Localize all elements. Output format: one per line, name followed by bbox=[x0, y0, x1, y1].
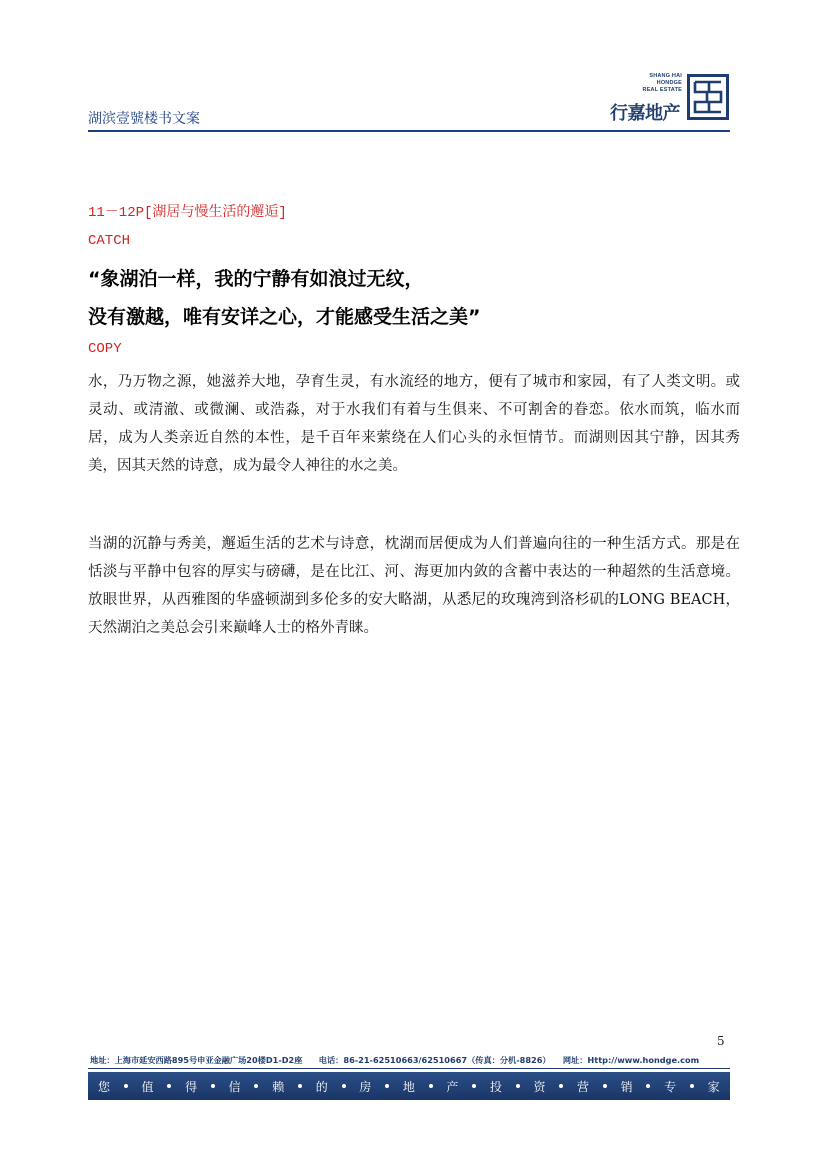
slogan-dot bbox=[690, 1084, 694, 1088]
company-logo-name: 行嘉地产 bbox=[610, 103, 680, 124]
slogan-dot bbox=[167, 1084, 171, 1088]
company-logo-text bbox=[610, 73, 682, 94]
page-number: 5 bbox=[717, 1034, 725, 1048]
slogan-dot bbox=[385, 1084, 389, 1088]
slogan-dot bbox=[559, 1084, 563, 1088]
slogan-dot bbox=[472, 1084, 476, 1088]
body-paragraph-1: 水，乃万物之源，她滋养大地，孕育生灵，有水流经的地方，便有了城市和家园，有了人类文明。或灵动、或清澈、或微澜、或浩淼，对于水我们有着与生俱来、不可割舍的眷恋。依水而筑，临水而居，成为人类亲近自然的本性，是千百年来萦绕在人们心头的永恒情节。而湖则因其宁静，因其秀美，因其天然的诗意，成为最令人神往的水之美。 bbox=[88, 374, 740, 474]
slogan-dot bbox=[516, 1084, 520, 1088]
logo-line-2: HONDGE bbox=[656, 80, 682, 86]
header-divider bbox=[88, 130, 730, 132]
slogan-dot bbox=[646, 1084, 650, 1088]
slogan-char: 地 bbox=[402, 1079, 415, 1094]
catch-line-2: 没有激越，唯有安详之心，才能感受生活之美” bbox=[88, 306, 481, 328]
slogan-dot bbox=[211, 1084, 215, 1088]
slogan-char: 销 bbox=[620, 1079, 633, 1094]
slogan-char: 得 bbox=[185, 1079, 198, 1094]
logo-line-1: SHANG HAI bbox=[649, 73, 682, 79]
slogan-dot bbox=[603, 1084, 607, 1088]
slogan-dot bbox=[254, 1084, 258, 1088]
slogan-char: 值 bbox=[141, 1079, 154, 1094]
slogan-char: 投 bbox=[489, 1079, 502, 1094]
slogan-dot bbox=[429, 1084, 433, 1088]
slogan-dot bbox=[342, 1084, 346, 1088]
catch-line-1: “象湖泊一样，我的宁静有如浪过无纹， bbox=[88, 268, 424, 290]
catch-label: CATCH bbox=[88, 233, 131, 249]
slogan-char: 资 bbox=[533, 1079, 546, 1094]
company-logo-icon bbox=[687, 74, 729, 120]
slogan-char: 赖 bbox=[272, 1079, 285, 1094]
slogan-char: 您 bbox=[98, 1079, 111, 1094]
slogan-char: 家 bbox=[707, 1079, 720, 1094]
slogan-char: 房 bbox=[359, 1079, 372, 1094]
footer-divider bbox=[88, 1068, 730, 1069]
slogan-char: 的 bbox=[315, 1079, 328, 1094]
header-title: 湖滨壹號楼书文案 bbox=[88, 111, 200, 127]
slogan-char: 信 bbox=[228, 1079, 241, 1094]
slogan-dot bbox=[298, 1084, 302, 1088]
footer-address: 地址：上海市延安西路895号申亚金融广场20楼D1-D2座 电话：86-21-62510663/62510667（传真：分机-8826） 网址：Http://www.hondge.com bbox=[90, 1055, 700, 1065]
copy-label: COPY bbox=[88, 341, 122, 357]
body-paragraph-2: 当湖的沉静与秀美，邂逅生活的艺术与诗意，枕湖而居便成为人们普遍向往的一种生活方式。那是在恬淡与平静中包容的厚实与磅礴，是在比江、河、海更加内敛的含蓄中表达的一种超然的生活意境。放眼世界，从西雅图的华盛顿湖到多伦多的安大略湖，从悉尼的玫瑰湾到洛杉矶的LONG BEACH，天然湖泊之美总会引来巅峰人士的格外青睐。 bbox=[88, 536, 740, 636]
slogan-char: 营 bbox=[577, 1079, 590, 1094]
slogan-char: 产 bbox=[446, 1079, 459, 1094]
slogan-dot bbox=[124, 1084, 128, 1088]
logo-line-3: REAL ESTATE bbox=[642, 87, 682, 93]
slogan-char: 专 bbox=[664, 1079, 677, 1094]
section-tag: 11－12P[湖居与慢生活的邂逅] bbox=[88, 205, 287, 221]
footer-slogan-band bbox=[88, 1072, 730, 1100]
